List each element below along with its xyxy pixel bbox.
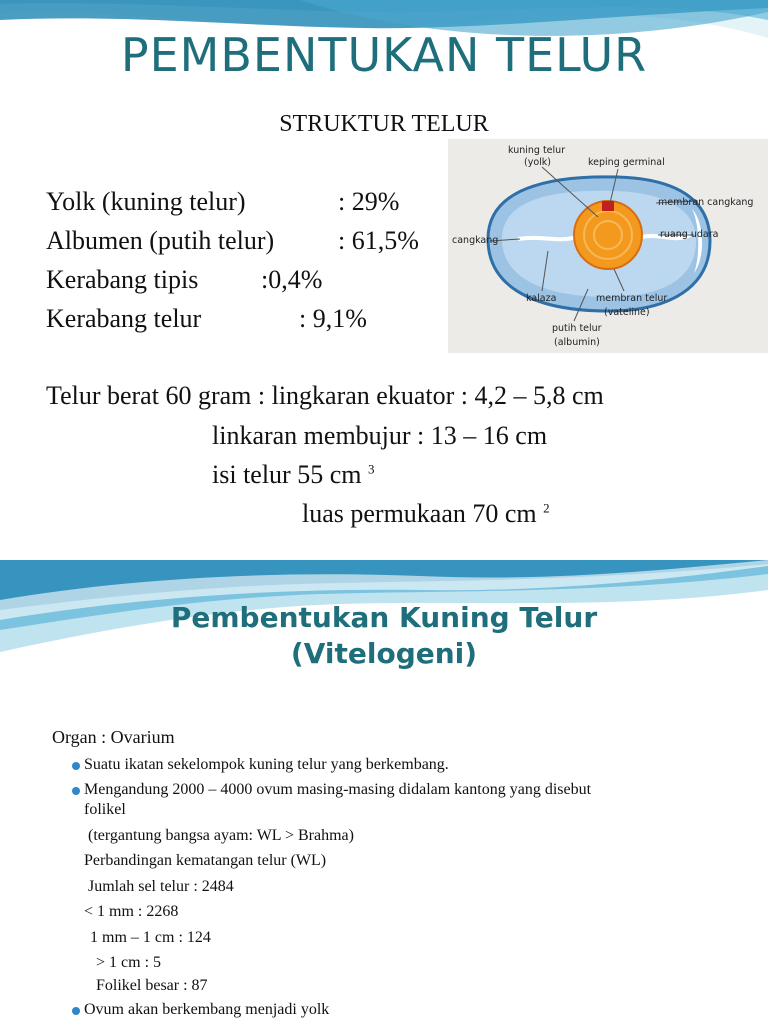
measurement-superscript: 3 [367,461,375,477]
label-putih-telur: putih telur [552,323,602,334]
measurement-line [302,499,550,529]
content-line: folikel [84,801,126,818]
label-albumin: (albumin) [554,337,600,348]
bullet-icon [72,762,80,770]
content-line: Suatu ikatan sekelompok kuning telur yang berkembang. [84,756,449,773]
composition-label: Kerabang telur [46,304,202,333]
composition-value: : 9,1% [299,304,367,333]
composition-label: Yolk (kuning telur) [46,187,246,216]
measurement-line: Telur berat 60 gram : lingkaran ekuator : 4,2 – 5,8 cm [46,381,604,410]
label-keping-germinal: keping germinal [588,157,665,168]
bullet-icon [72,1007,80,1015]
content-line: Jumlah sel telur : 2484 [88,878,234,895]
composition-row [46,226,419,256]
content-line: > 1 cm : 5 [96,954,162,971]
content-line: < 1 mm : 2268 [84,903,179,920]
composition-row [46,304,367,334]
label-membran-telur: membran telur [596,293,668,304]
organ-heading: Organ : Ovarium [52,727,175,747]
composition-row [46,265,323,295]
measurement-line: linkaran membujur : 13 – 16 cm [212,421,548,450]
label-membran-cangkang: membran cangkang [658,197,754,208]
label-ruang-udara: ruang udara [660,229,719,240]
composition-value: : 61,5% [338,226,419,255]
bullet-icon [72,787,80,795]
label-vateline: (vateline) [604,307,650,318]
composition-label: Albumen (putih telur) [46,226,275,255]
label-kuning-telur: kuning telur [508,145,566,156]
slide-2-title [0,600,768,673]
germinal-disc-shape [602,201,614,211]
measurement-text: luas permukaan 70 cm [302,499,537,528]
composition-value: :0,4% [261,265,323,294]
content-line: Perbandingan kematangan telur (WL) [84,852,327,869]
measurement-superscript: 2 [543,500,550,516]
egg-structure-diagram [448,139,768,353]
measurement-line [212,460,374,490]
content-line: Folikel besar : 87 [96,977,208,994]
content-line: (tergantung bangsa ayam: WL > Brahma) [88,827,354,844]
label-cangkang: cangkang [452,235,499,246]
label-kalaza: kalaza [526,293,557,304]
composition-label: Kerabang tipis [46,265,199,294]
label-yolk: (yolk) [524,157,551,168]
content-line: Mengandung 2000 – 4000 ovum masing-masing didalam kantong yang disebut [84,781,592,798]
slide-subtitle: STRUKTUR TELUR [279,111,489,137]
content-line: Ovum akan berkembang menjadi yolk [84,1001,330,1018]
slide-title: PEMBENTUKAN TELUR [120,28,648,82]
slide-2-title-line: Pembentukan Kuning Telur [170,601,598,634]
composition-value: : 29% [338,187,400,216]
content-line: 1 mm – 1 cm : 124 [90,929,211,946]
composition-row [46,187,400,217]
slide-2-title-line: (Vitelogeni) [290,637,478,671]
measurement-text: isi telur 55 cm [212,460,362,489]
